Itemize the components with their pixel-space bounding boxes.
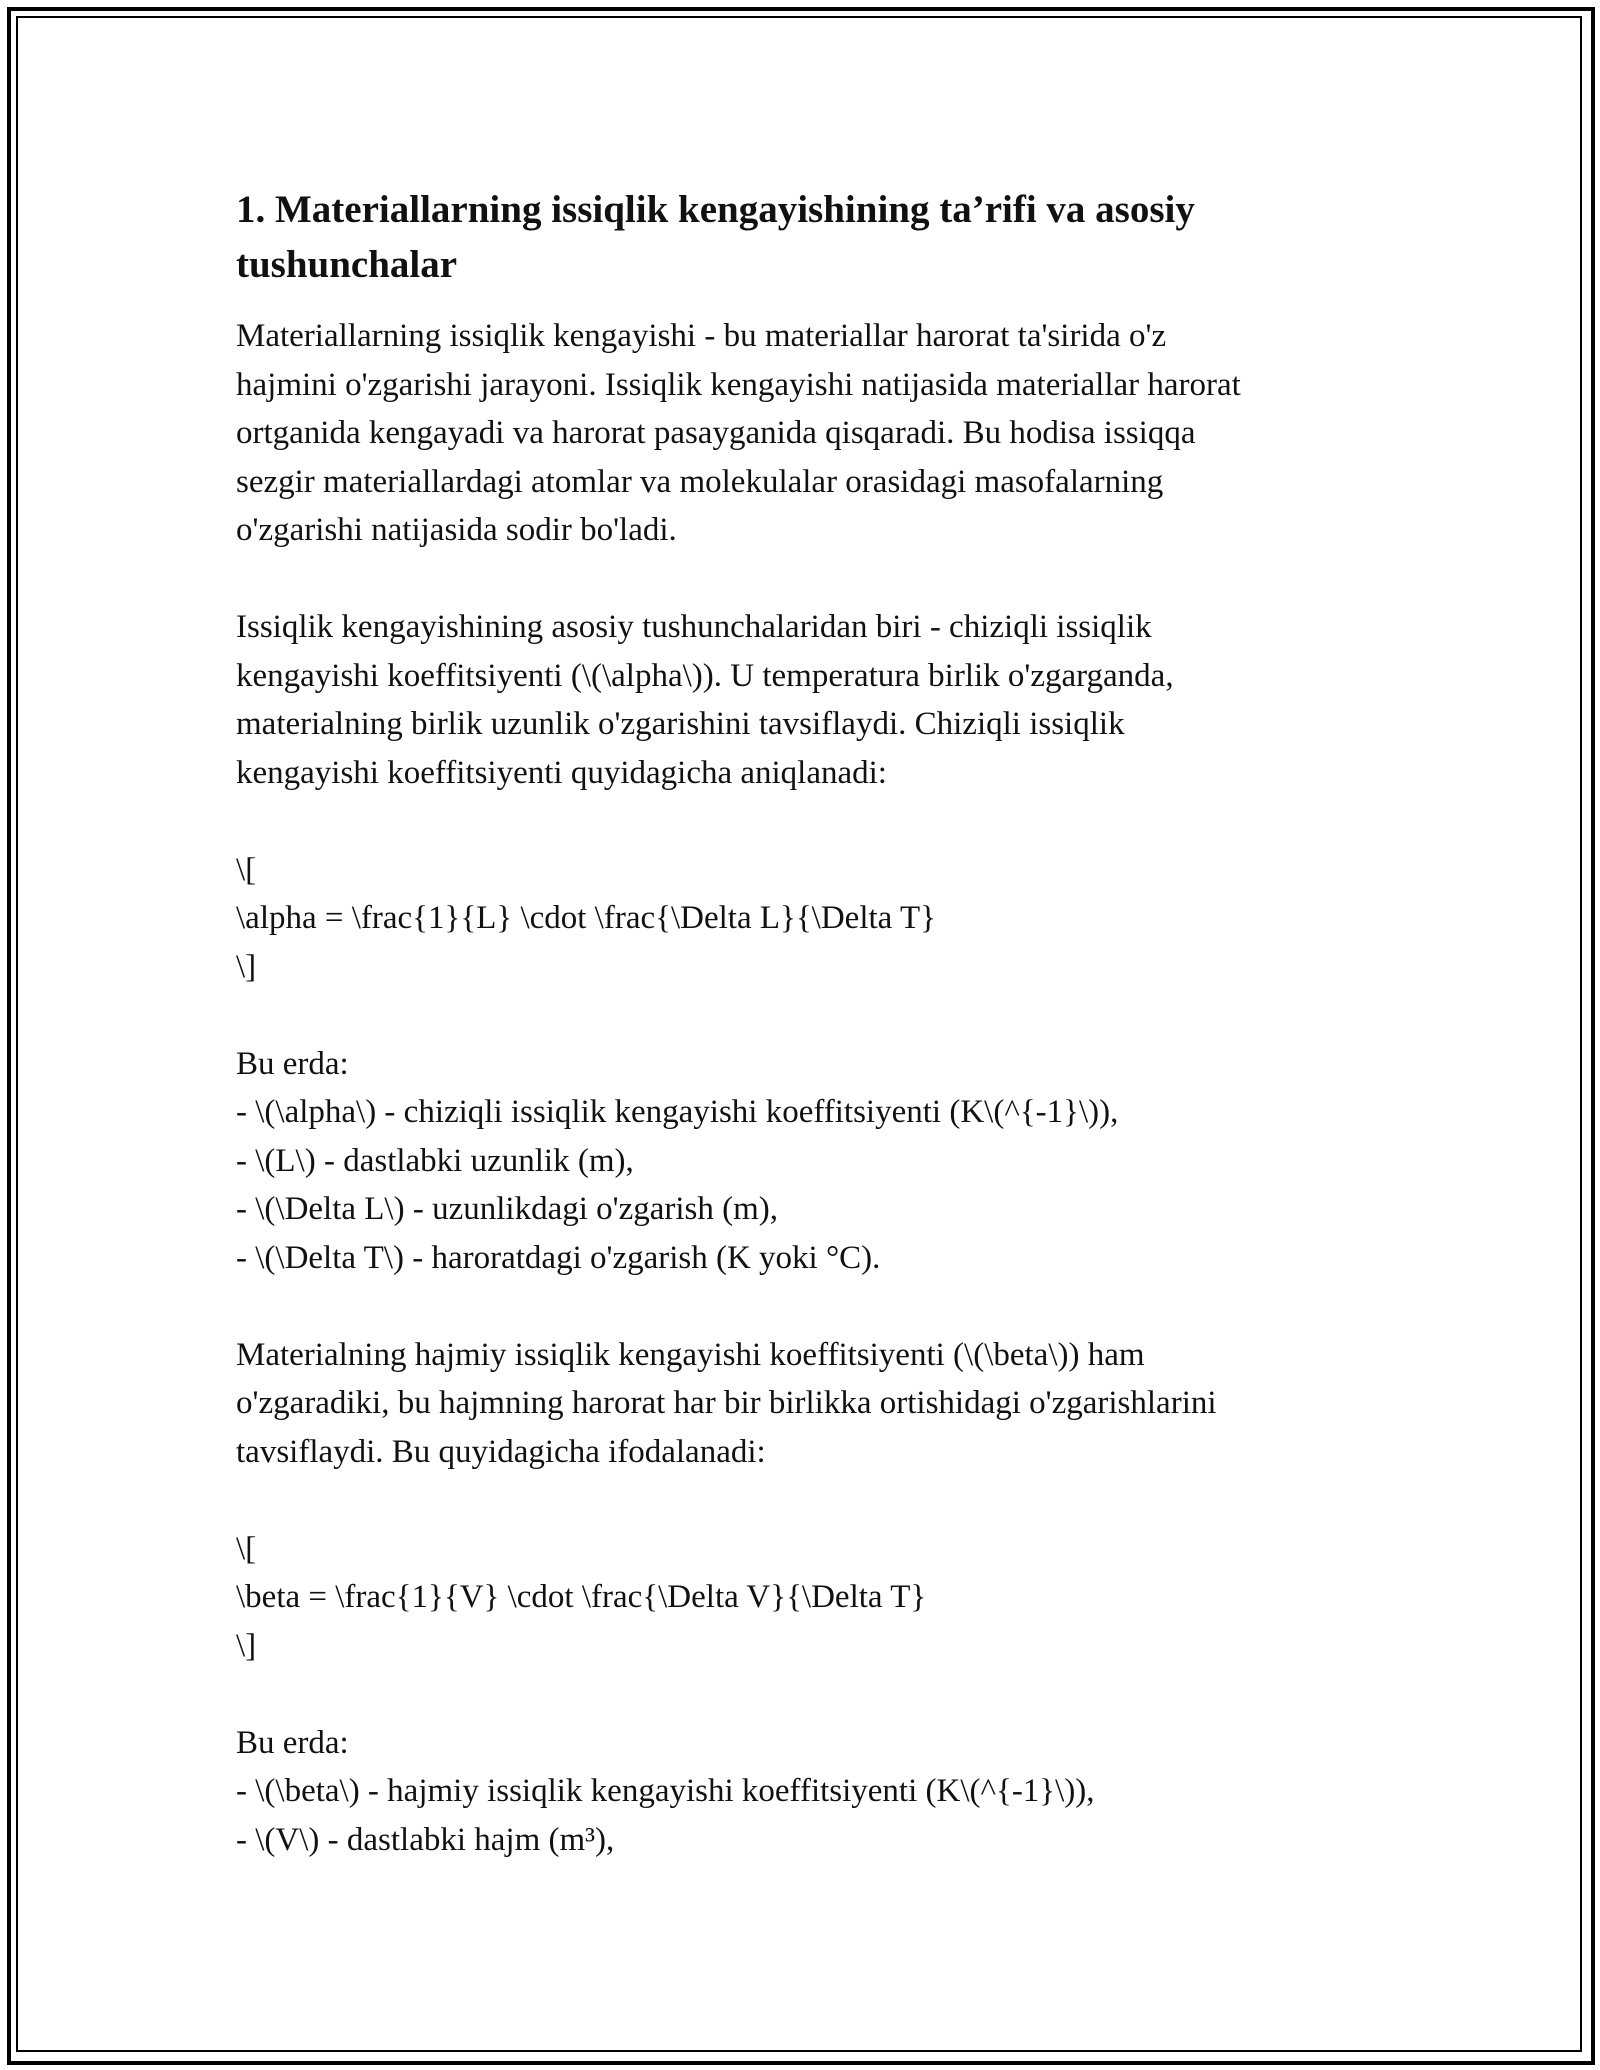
paragraph-linear-coefficient: Issiqlik kengayishining asosiy tushunchalaridan biri - chiziqli issiqlik kengayishi koeffitsiyenti (\(\alpha\)). U temperatura birlik o'zgarganda, materialning birlik uzunlik o'zgarishini tavsiflaydi. Chiziqli issiqlik kengayishi koeffitsiyenti quyidagicha aniqlanadi:: [236, 609, 1174, 791]
definitions-volume: [236, 1719, 1366, 1865]
definitions-label: Bu erda:: [236, 1045, 349, 1082]
definition-item: - \(V\) - dastlabki hajm (m³),: [236, 1821, 615, 1858]
formula-close: \]: [236, 948, 257, 985]
formula-open: \[: [236, 851, 257, 888]
definition-item: - \(\alpha\) - chiziqli issiqlik kengayishi koeffitsiyenti (K\(^{-1}\)),: [236, 1094, 1119, 1130]
formula-body: \beta = \frac{1}{V} \cdot \frac{\Delta V}{\Delta T}: [236, 1579, 927, 1615]
definitions-label: Bu erda:: [236, 1724, 349, 1761]
formula-open: \[: [236, 1530, 257, 1567]
formula-linear: [236, 846, 1366, 992]
document-body: [236, 182, 1366, 1864]
definitions-linear: [236, 1040, 1366, 1283]
definition-item: - \(L\) - dastlabki uzunlik (m),: [236, 1142, 634, 1179]
definition-item: - \(\Delta L\) - uzunlikdagi o'zgarish (m),: [236, 1191, 779, 1227]
section-heading: 1. Materiallarning issiqlik kengayishining ta’rifi va asosiy tushunchalar: [236, 188, 1195, 286]
formula-close: \]: [236, 1627, 257, 1664]
definition-item: - \(\Delta T\) - haroratdagi o'zgarish (K yoki °C).: [236, 1239, 881, 1276]
paragraph-volume-coefficient: Materialning hajmiy issiqlik kengayishi koeffitsiyenti (\(\beta\)) ham o'zgaradiki, bu hajmning harorat har bir birlikka ortishidagi o'zgarishlarini tavsiflaydi. Bu quyidagicha ifodalanadi:: [236, 1336, 1217, 1470]
formula-volume: [236, 1525, 1366, 1671]
definition-item: - \(\beta\) - hajmiy issiqlik kengayishi koeffitsiyenti (K\(^{-1}\)),: [236, 1773, 1095, 1809]
paragraph-definition: Materiallarning issiqlik kengayishi - bu materiallar harorat ta'sirida o'z hajmini o'zgarishi jarayoni. Issiqlik kengayishi natijasida materiallar harorat ortganida kengayadi va harorat pasayganida qisqaradi. Bu hodisa issiqqa sezgir materiallardagi atomlar va molekulalar orasidagi masofalarning o'zgarishi natijasida sodir bo'ladi.: [236, 318, 1241, 548]
formula-body: \alpha = \frac{1}{L} \cdot \frac{\Delta L}{\Delta T}: [236, 900, 936, 936]
